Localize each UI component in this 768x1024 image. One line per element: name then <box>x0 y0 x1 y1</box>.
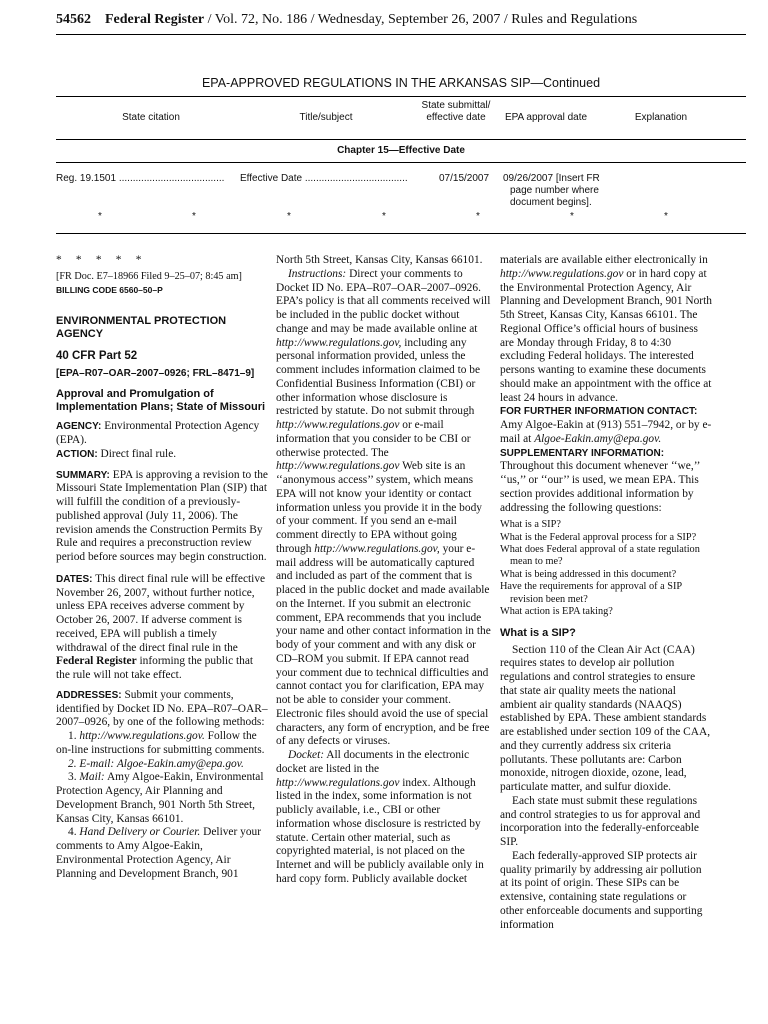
sip-paragraph-1: Section 110 of the Clean Air Act (CAA) requires states to develop air pollution regulations and control strategies to ensure that state air quality meets the national ambient air quality standards (NAAQS) established by EPA. These ambient standards are established under section 109 of the CAA, and they currently address six criteria pollutants. These pollutants are: Carbon monoxide, nitrogen dioxide, ozone, lead, particulate matter, and sulfur dioxide. <box>500 643 711 793</box>
question-item: What is the Federal approval process for a SIP? <box>500 531 697 543</box>
method-2-text[interactable]: 2. E-mail: Algoe-Eakin.amy@epa.gov. <box>68 757 244 770</box>
page-number: 54562 <box>56 12 91 27</box>
action-label: ACTION: <box>56 448 98 460</box>
method-3-label: Mail: <box>79 771 105 784</box>
summary-paragraph <box>56 469 268 565</box>
materials-paragraph <box>500 254 712 405</box>
cell-approval-3: document begins]. <box>510 197 592 208</box>
agency-line <box>56 420 268 448</box>
addresses-text: Submit your comments, identified by Docket ID No. EPA–R07–OAR–2007–0926, by one of the following methods: <box>56 688 268 729</box>
method-1-text: Follow the on-line instructions for submitting comments. <box>56 730 265 756</box>
elision-star: * <box>476 211 480 222</box>
elision-row <box>56 209 746 234</box>
column-1 <box>56 254 268 881</box>
method-4 <box>56 826 268 881</box>
elision-star: * <box>192 211 196 222</box>
table-title: EPA-APPROVED REGULATIONS IN THE ARKANSAS SIP—Continued <box>201 76 601 90</box>
method-4-label: Hand Delivery or Courier. <box>79 826 201 839</box>
instructions-paragraph <box>276 268 492 749</box>
page-header <box>56 12 746 35</box>
cfr-part: 40 CFR Part 52 <box>56 350 138 363</box>
cell-citation: Reg. 19.1501 ...................................... <box>56 173 225 184</box>
agency-text: Environmental Protection Agency (EPA). <box>56 420 260 446</box>
docket-text-a: All documents in the electronic docket are listed in the <box>276 749 470 775</box>
col-header-title: Title/subject <box>299 112 353 123</box>
docket-text-b: index. Although listed in the index, some information is not publicly available, i.e., CBI or other information whose disclosure is restricted by statute. Certain other material, such as copyrighted material, is not placed on the Internet and will be publicly available only in hard copy form. Publicly available docket <box>276 776 484 885</box>
question-item: What action is EPA taking? <box>500 606 613 618</box>
method-2 <box>56 758 268 772</box>
summary-label: SUMMARY: <box>56 469 110 481</box>
dates-fr: Federal Register <box>56 655 137 668</box>
regulations-link[interactable]: http://www.regulations.gov <box>276 419 400 431</box>
regulations-table <box>56 96 746 234</box>
method-1-num: 1. <box>68 730 77 742</box>
regulations-link[interactable]: http://www.regulations.gov, <box>276 336 402 349</box>
section-heading-sip: What is a SIP? <box>500 626 576 639</box>
action-line <box>56 448 268 462</box>
method-1 <box>56 730 268 758</box>
col-header-submittal: State submittal/ effective date <box>421 100 491 123</box>
elision-star: * <box>382 211 386 222</box>
table-row <box>56 163 746 209</box>
elision-stars: * * * * * <box>56 254 142 266</box>
instructions-text-c: or e-mail information that you consider to be CBI or otherwise protected. The <box>276 419 471 459</box>
question-item: What is a SIP? <box>500 519 561 531</box>
dates-text-2: informing the public that the rule will not take effect. <box>56 655 254 681</box>
supplementary-label: SUPPLEMENTARY INFORMATION: <box>500 447 665 459</box>
docket-id: [EPA–R07–OAR–2007–0926; FRL–8471–9] <box>56 368 255 380</box>
instructions-text-a: Direct your comments to Docket ID No. EPA–R07–OAR–2007–0926. EPA’s policy is that all comments received will be included in the public docket without change and may be made available online at <box>276 267 491 335</box>
instructions-label: Instructions: <box>288 267 347 280</box>
docket-paragraph <box>276 749 492 887</box>
instructions-text-e: your e-mail address will be automatically captured and included as part of the comment that is placed in the public docket and made available on the Internet. If you submit an electronic comment, EPA recommends that you include your name and other contact information in the body of your comment and with any disk or CD–ROM you submit. If EPA cannot read your comment due to technical difficulties and cannot contact you for clarification, EPA may not be able to consider your comment. Electronic files should avoid the use of special characters, any form of encryption, and be free of any defects or viruses. <box>276 542 491 748</box>
agency-heading: ENVIRONMENTAL PROTECTION AGENCY <box>56 315 227 341</box>
method-3 <box>56 771 268 826</box>
elision-star: * <box>287 211 291 222</box>
chapter-row: Chapter 15—Effective Date <box>56 140 746 163</box>
regulations-link[interactable]: http://www.regulations.gov, <box>314 542 440 555</box>
question-item: What is being addressed in this document? <box>500 568 677 580</box>
elision-star: * <box>570 211 574 222</box>
action-text: Direct final rule. <box>100 447 177 460</box>
materials-text-a: materials are available either electronically in <box>500 254 708 266</box>
table-header-row <box>56 96 746 140</box>
cell-approval-1: 09/26/2007 [Insert FR <box>503 173 600 184</box>
column-3 <box>500 254 712 932</box>
cell-approval-2: page number where <box>510 185 599 196</box>
addresses-label: ADDRESSES: <box>56 689 122 701</box>
instructions-text-d: Web site is an ‘‘anonymous access’’ system, which means EPA will not know your identity or contact information unless you provide it in the body of your comment. If you send an e-mail comment directly to EPA without going through <box>276 460 482 555</box>
fr-doc-line: [FR Doc. E7–18966 Filed 9–25–07; 8:45 am] <box>56 270 242 282</box>
column-2 <box>276 254 492 887</box>
instructions-text-b: including any personal information provided, unless the comment includes information claimed to be Confidential Business Information (CBI) or other information whose disclosure is restricted by statute. Do not submit through <box>276 336 481 418</box>
sip-paragraph-3: Each federally-approved SIP protects air quality primarily by addressing air pollution at its point of origin. These SIPs can be extensive, containing state regulations or other enforceable documents and supporting information <box>500 849 703 931</box>
regulations-link[interactable]: http://www.regulations.gov <box>276 460 400 473</box>
address-continued: North 5th Street, Kansas City, Kansas 66101. <box>276 254 483 266</box>
agency-label: AGENCY: <box>56 421 102 433</box>
rule-subject: Approval and Promulgation of Implementation Plans; State of Missouri <box>56 388 266 414</box>
elision-star: * <box>664 211 668 222</box>
summary-text: EPA is approving a revision to the Missouri State Implementation Plan (SIP) that will fulfill the condition of a previously-published approval (July 11, 2006). The revision amends the Construction Permits By Rule and requires a preconstruction review period before sources may begin construction. <box>56 468 268 563</box>
col-header-citation: State citation <box>122 112 180 123</box>
header-rule <box>56 34 746 35</box>
sip-paragraph-2: Each state must submit these regulations and control strategies to us for approval and incorporation into the federally-enforceable SIP. <box>500 794 701 848</box>
question-item: What does Federal approval of a state regulation mean to me? <box>500 544 700 568</box>
elision-star: * <box>98 211 102 222</box>
question-item: Have the requirements for approval of a SIP revision been met? <box>500 581 682 605</box>
col-header-explanation: Explanation <box>634 112 688 123</box>
contact-paragraph <box>500 419 712 447</box>
dates-text-1: This direct final rule will be effective November 26, 2007, without further notice, unless EPA receives adverse comment by October 26, 2007. If adverse comment is received, EPA will publish a timely withdrawal of the direct final rule in the <box>56 572 266 654</box>
dates-label: DATES: <box>56 573 93 585</box>
addresses-paragraph <box>56 689 268 730</box>
contact-text: Amy Algoe-Eakin at (913) 551–7942, or by e-mail at <box>500 419 712 445</box>
method-3-num: 3. <box>68 771 77 784</box>
contact-label: FOR FURTHER INFORMATION CONTACT: <box>500 406 698 418</box>
publication-name: Federal Register <box>105 12 205 27</box>
method-4-text: Deliver your comments to Amy Algoe-Eakin, Environmental Protection Agency, Air Planning and Development Branch, 901 <box>56 826 262 880</box>
cell-submittal: 07/15/2007 <box>439 173 490 184</box>
regulations-link[interactable]: http://www.regulations.gov <box>500 267 624 280</box>
billing-code: BILLING CODE 6560–50–P <box>56 284 163 295</box>
method-4-num: 4. <box>68 826 77 839</box>
contact-email[interactable]: Algoe-Eakin.amy@epa.gov. <box>534 432 662 445</box>
dates-paragraph <box>56 573 268 683</box>
materials-text-b: or in hard copy at the Environmental Protection Agency, Air Planning and Development Branch, 901 North 5th Street, Kansas City, Kansas 66101. The Regional Office’s official hours of business are Monday through Friday, 8 to 4:30 excluding Federal holidays. The interested persons wanting to examine these documents should make an appointment with the office at least 24 hours in advance. <box>500 267 712 404</box>
docket-label: Docket: <box>288 749 325 761</box>
cell-title: Effective Date ..................................... <box>240 173 408 184</box>
regulations-link[interactable]: http://www.regulations.gov <box>276 776 400 789</box>
col-header-approval: EPA approval date <box>504 112 588 123</box>
issue-info: / Vol. 72, No. 186 / Wednesday, September 26, 2007 / Rules and Regulations <box>207 12 638 27</box>
method-1-link[interactable]: http://www.regulations.gov. <box>79 730 205 742</box>
method-3-text: Amy Algoe-Eakin, Environmental Protection Agency, Air Planning and Development Branch, 901 North 5th Street, Kansas City, Kansas 66101. <box>56 771 264 825</box>
supplementary-text: Throughout this document whenever ‘‘we,’’ ‘‘us,’’ or ‘‘our’’ is used, we mean EPA. This section provides additional information by addressing the following questions: <box>500 460 700 514</box>
